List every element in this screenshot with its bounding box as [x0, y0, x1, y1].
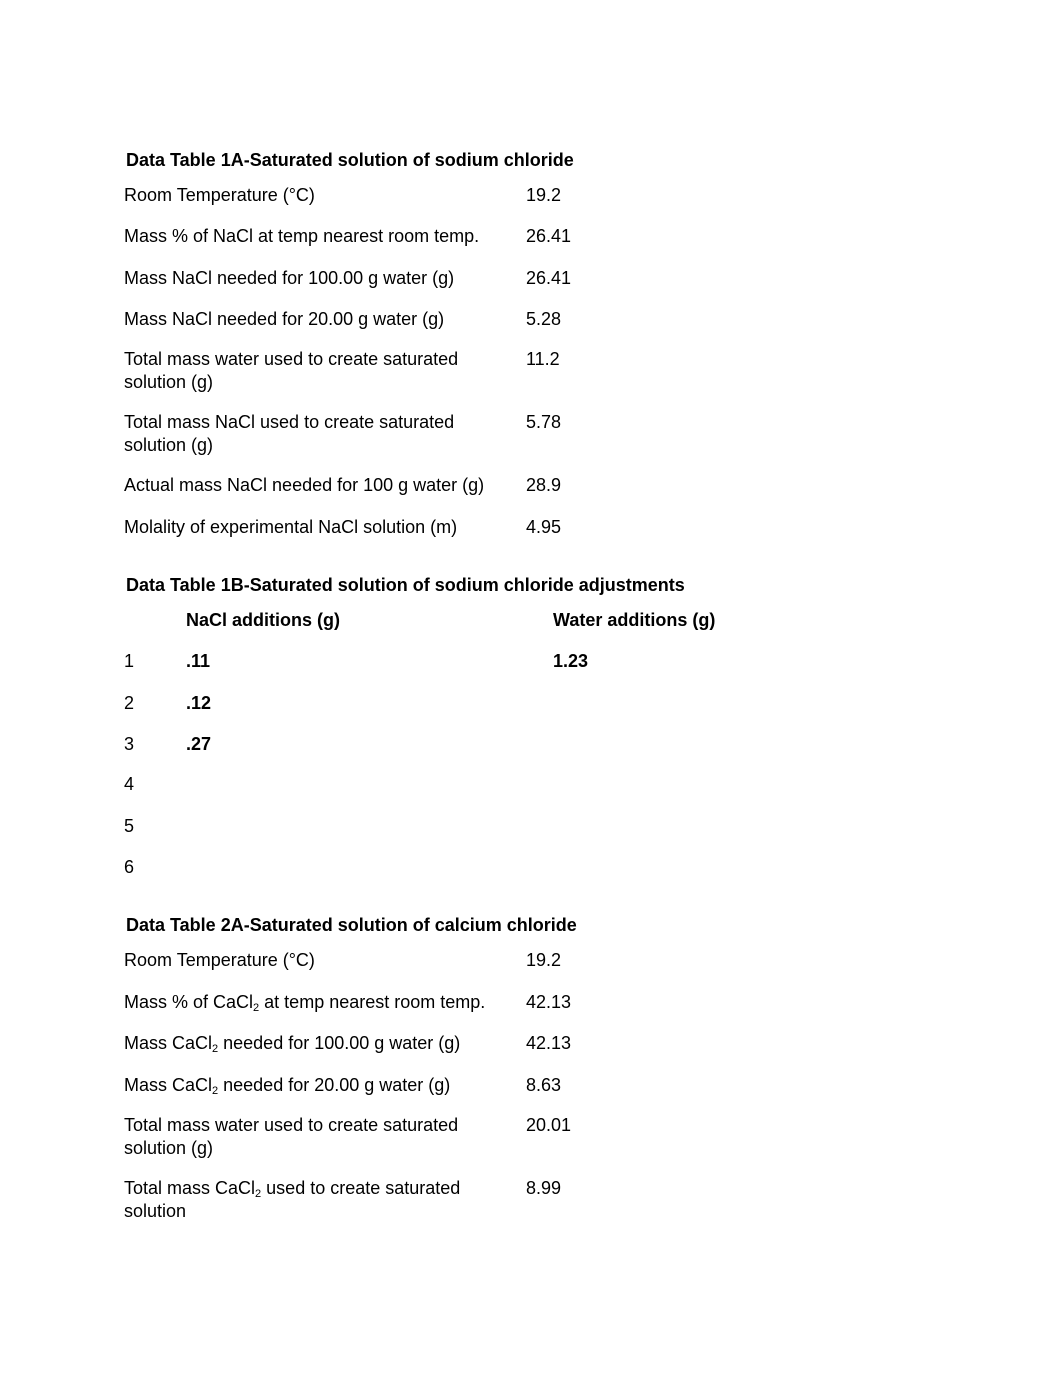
row-value: 42.13 [526, 1033, 572, 1053]
row-value: 20.01 [526, 1115, 572, 1135]
row-value: 28.9 [526, 475, 562, 495]
table-1b-title: Data Table 1B-Saturated solution of sodium chloride adjustments [126, 575, 685, 595]
row-value: 26.41 [526, 268, 572, 288]
row-label: Mass NaCl needed for 20.00 g water (g) [124, 309, 445, 329]
row-value: 11.2 [526, 349, 560, 369]
row-label: Mass CaCl$_2$ needed for 100.00 g water (g) [124, 1033, 461, 1055]
row-label: Total mass water used to create saturated solution (g) [124, 1115, 459, 1158]
row-number: 1 [124, 651, 135, 671]
row-label: Mass % of CaCl$_2$ at temp nearest room temp. [124, 992, 486, 1014]
table-1a-title: Data Table 1A-Saturated solution of sodium chloride [126, 150, 574, 170]
row-label: Room Temperature (°C) [124, 185, 315, 205]
column-header-water: Water additions (g) [553, 610, 716, 630]
row-label: Molality of experimental NaCl solution (m) [124, 517, 458, 537]
row-value: 19.2 [526, 950, 562, 970]
row-label: Total mass NaCl used to create saturated solution (g) [124, 412, 455, 455]
row-number: 5 [124, 816, 135, 836]
nacl-addition: .11 [186, 651, 211, 671]
row-label: Total mass water used to create saturated solution (g) [124, 349, 459, 392]
row-number: 6 [124, 857, 135, 877]
row-value: 42.13 [526, 992, 572, 1012]
row-value: 5.28 [526, 309, 562, 329]
row-label: Actual mass NaCl needed for 100 g water (g) [124, 475, 485, 495]
row-value: 26.41 [526, 226, 572, 246]
nacl-addition: .12 [186, 693, 212, 713]
row-value: 19.2 [526, 185, 562, 205]
table-2a-title: Data Table 2A-Saturated solution of calcium chloride [126, 915, 577, 935]
water-addition: 1.23 [553, 651, 589, 671]
row-number: 3 [124, 734, 135, 754]
row-value: 4.95 [526, 517, 562, 537]
nacl-addition: .27 [186, 734, 212, 754]
row-label: Mass % of NaCl at temp nearest room temp. [124, 226, 480, 246]
row-number: 2 [124, 693, 135, 713]
row-value: 8.99 [526, 1178, 562, 1198]
row-label: Total mass CaCl$_2$ used to create saturated solution [124, 1178, 461, 1221]
row-value: 8.63 [526, 1075, 562, 1095]
row-number: 4 [124, 774, 135, 794]
row-label: Mass CaCl$_2$ needed for 20.00 g water (g) [124, 1075, 451, 1097]
row-value: 5.78 [526, 412, 562, 432]
row-label: Room Temperature (°C) [124, 950, 315, 970]
column-header-nacl: NaCl additions (g) [186, 610, 340, 630]
row-label: Mass NaCl needed for 100.00 g water (g) [124, 268, 455, 288]
